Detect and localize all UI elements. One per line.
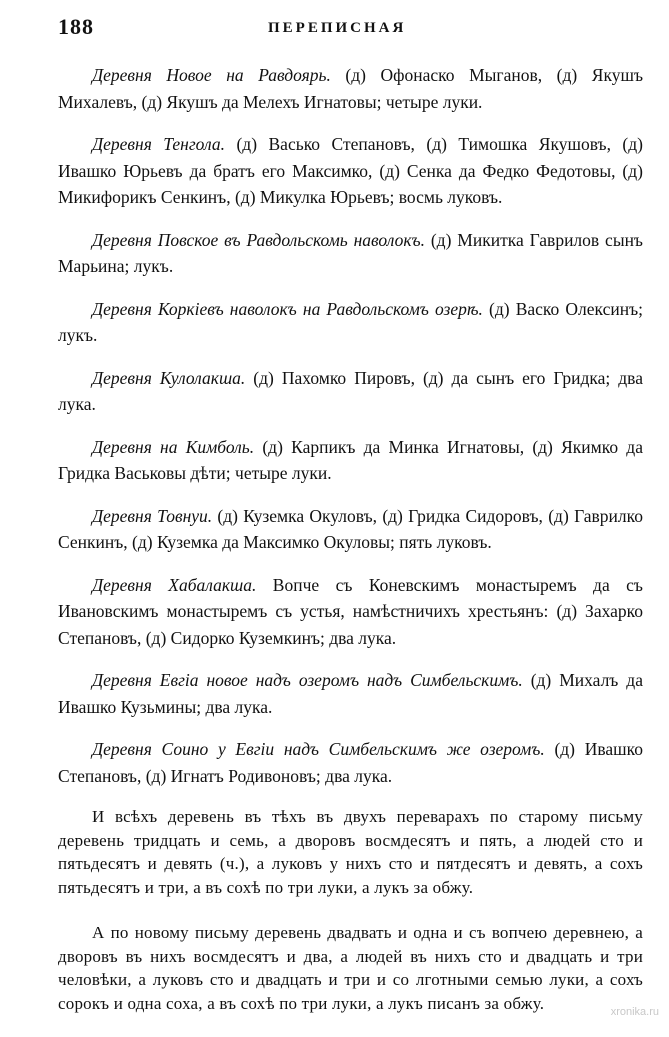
village-text: (д) Пахомко Пировъ, (д) да сынъ его Гридка; два лука. [58,367,643,414]
village-entry [58,572,643,652]
village-entry [58,365,643,418]
running-head: ПЕРЕПИСНАЯ [268,20,407,36]
village-name: Деревня Новое на Равдоярь. [92,65,331,85]
village-entry [58,503,643,556]
village-entry [58,667,643,720]
village-entry [58,62,643,115]
village-entry [58,131,643,211]
village-text: (д) Васько Степановъ, (д) Тимошка Якушовъ, (д) Ивашко Юрьевъ да братъ его Максимко, (д) Сенка да Федко Федотовы, (д) Микифорикъ Сенкинъ, (д) Микулка Юрьевъ; восмь луковъ. [58,134,643,207]
village-name: Деревня Товнуи. [92,505,213,526]
village-name: Деревня Кулолакша. [92,367,246,388]
village-text: (д) Ивашко Степановъ, (д) Игнатъ Родивоновъ; два лука. [58,739,643,786]
village-name: Деревня Коркіевъ наволокъ на Равдольскомъ озерѣ. [92,298,483,319]
village-name: Деревня на Кимболь. [92,436,255,457]
village-text: (д) Карпикъ да Минка Игнатовы, (д) Якимко да Гридка Васьковы дѣти; четыре луки. [58,436,643,483]
page-header [58,14,639,42]
village-entry [58,227,643,280]
village-name: Деревня Соино у Евгіи надъ Симбельскимъ же озеромъ. [92,739,545,759]
summary-new-census: А по новому письму деревень двадвать и одна и съ вопчею деревнею, а дворовъ въ нихъ восмдесятъ и два, а людей въ нихъ сто и двадцать и три человѣки, а луковъ сто и двадцать и три и со лготными семью луки, а сохъ сорокъ и одна соха, а въ сохѣ по три луки, а лукъ писанъ за обжу. [58,923,643,1013]
site-watermark: xronika.ru [610,1006,659,1018]
village-name: Деревня Повское въ Равдольскомь наволокъ. [92,229,425,250]
village-text: (д) Михалъ да Ивашко Кузьмины; два лука. [58,670,643,717]
village-text: (д) Васко Олексинъ; лукъ. [58,298,643,345]
village-entry [58,736,643,789]
village-name: Деревня Хабалакша. [92,574,257,595]
page-number: 188 [58,14,94,39]
village-text: (д) Офонаско Мыганов, (д) Якушъ Михалевъ, (д) Якушъ да Мелехъ Игнатовы; четыре луки. [58,65,643,112]
village-text: (д) Куземка Окуловъ, (д) Гридка Сидоровъ, (д) Гаврилко Сенкинъ, (д) Куземка да Максимко Окуловы; пять луковъ. [58,505,643,552]
village-entry [58,434,643,487]
village-text: (д) Микитка Гаврилов сынъ Марьина; лукъ. [58,229,643,276]
page-body [58,62,643,1037]
village-name: Деревня Тенгола. [92,134,225,154]
village-entry [58,296,643,349]
village-name: Деревня Евгіа новое надъ озеромъ надъ Симбельскимъ. [92,670,523,690]
village-text: Вопче съ Коневскимъ монастыремъ да съ Ивановскимъ монастыремъ съ устья, намѣстничихъ хрестьянъ: (д) Захарко Степановъ, (д) Сидорко Куземкинъ; два лука. [58,574,643,648]
summary-old-census: И всѣхъ деревень въ тѣхъ въ двухъ переварахъ по старому письму деревень тридцать и семь, а дворовъ восмдесятъ и пять, а людей сто и пятьдесятъ и девять (ч.), а луковъ у нихъ сто и пятдесятъ и девять, а сохъ пятьдесятъ и три, а въ сохѣ по три луки, а лукъ за обжу. [58,807,643,897]
